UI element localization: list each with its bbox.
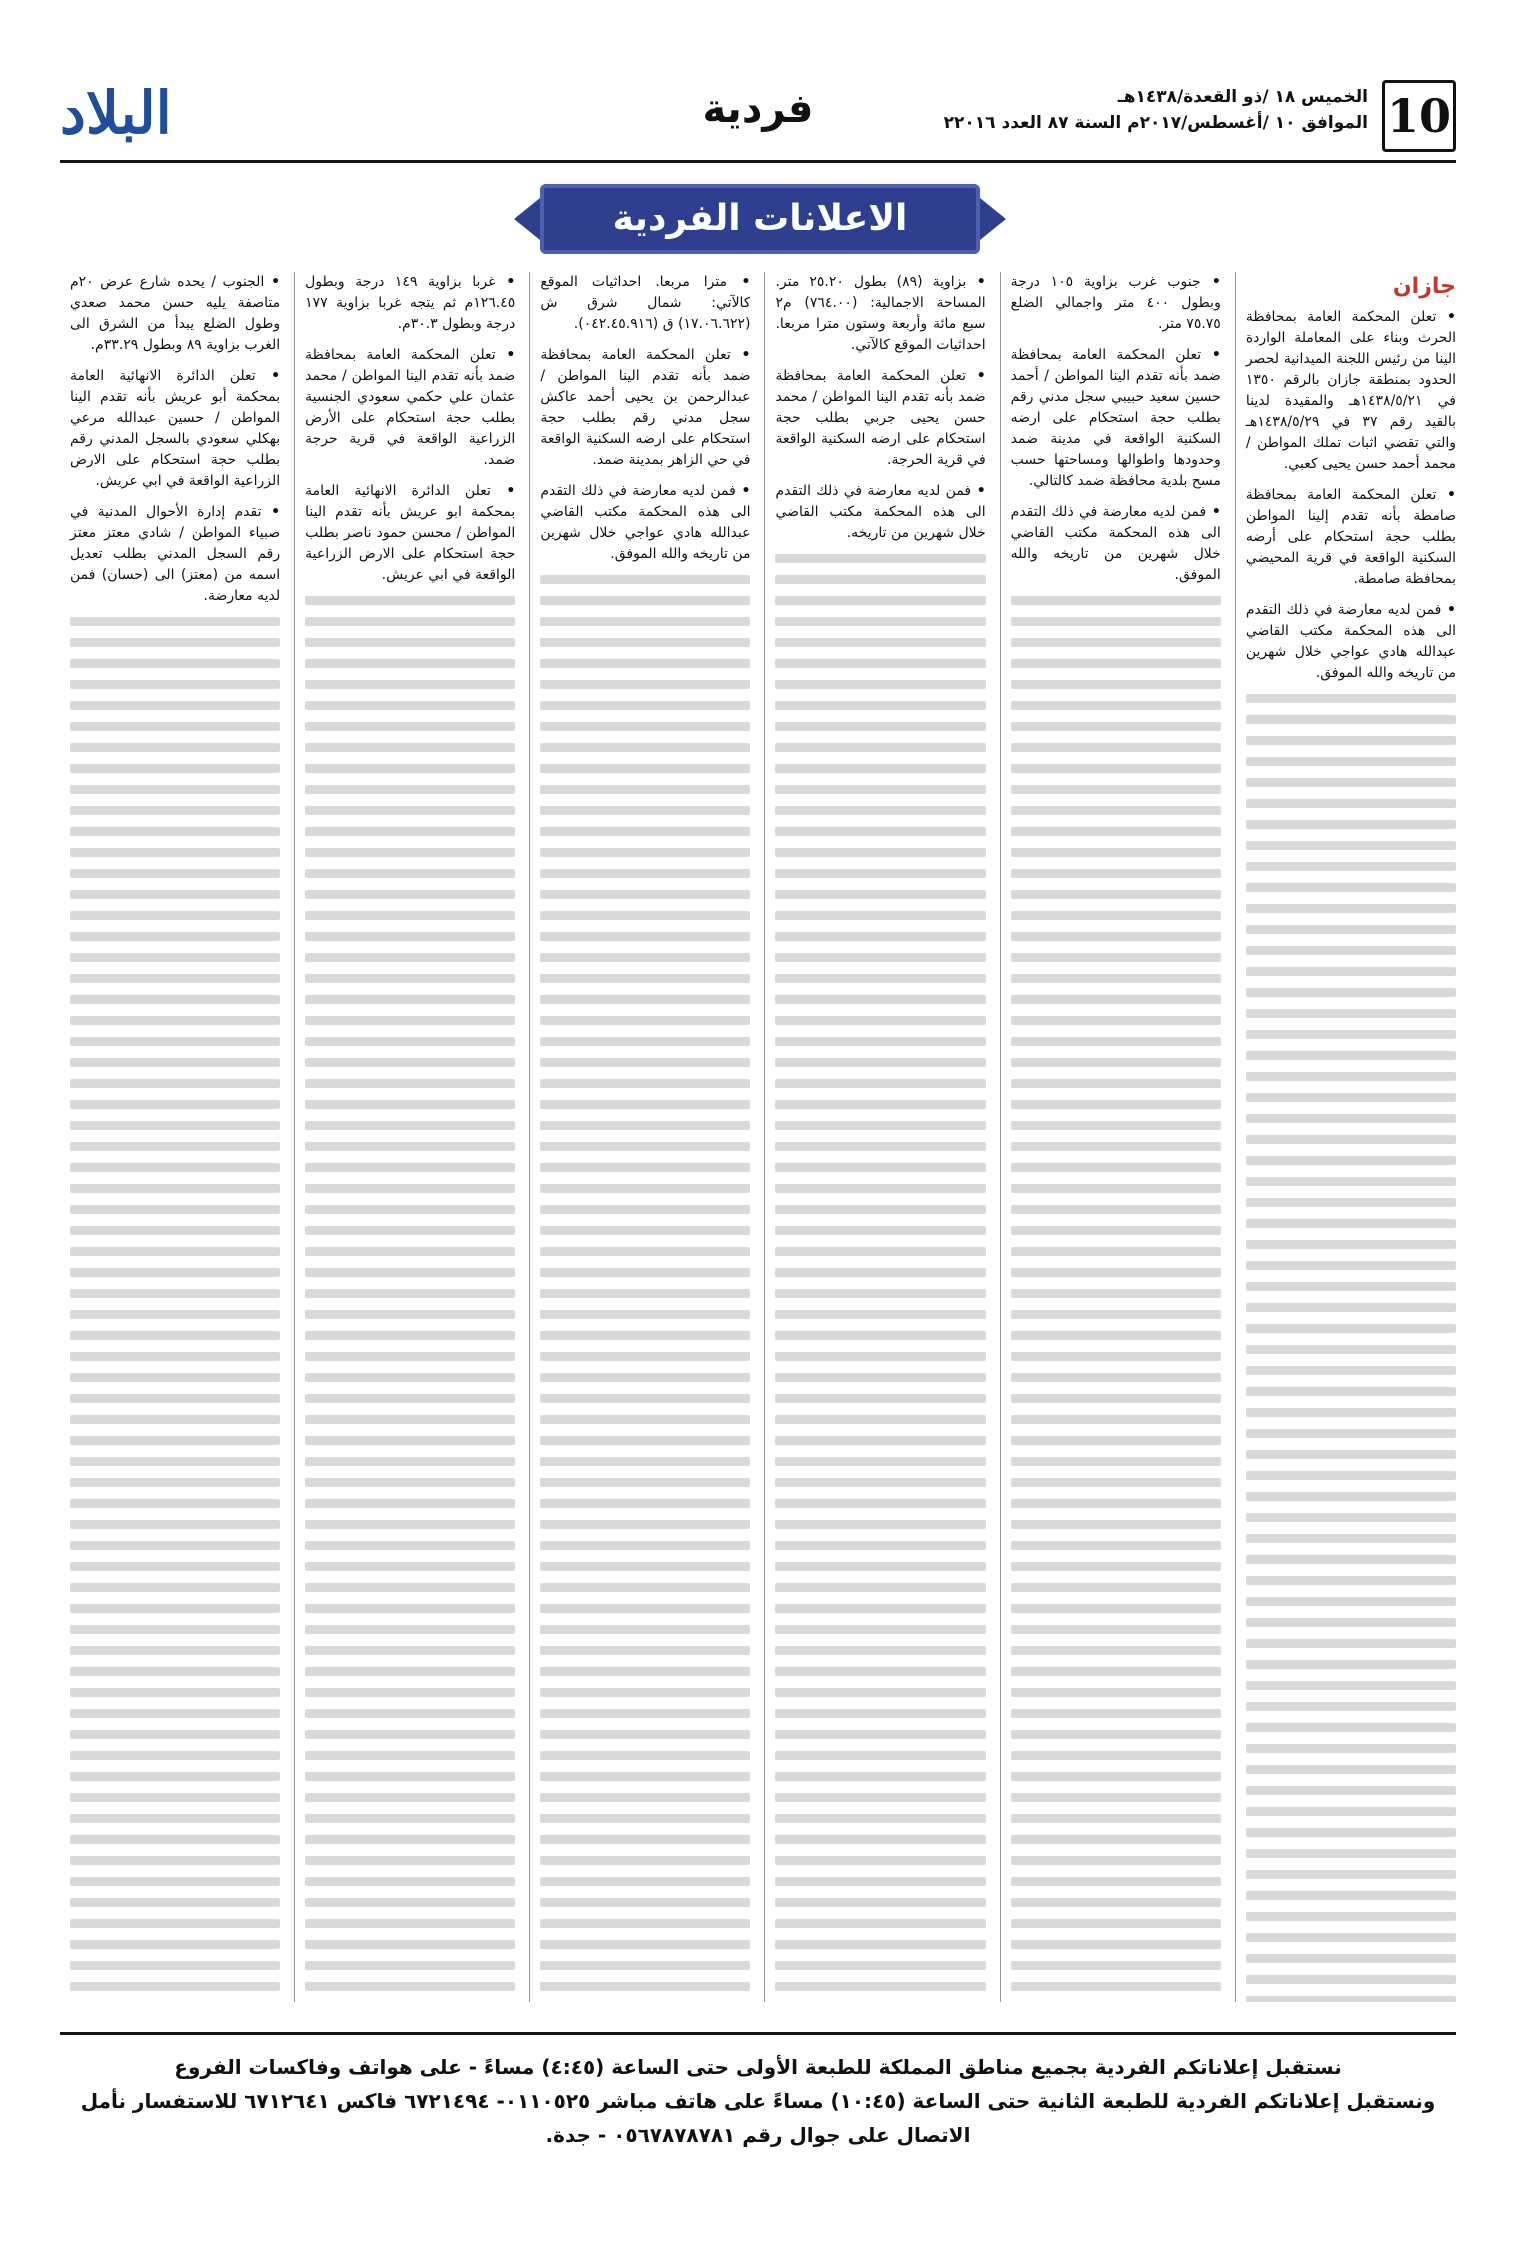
masthead	[60, 78, 1456, 158]
ad-item: • تعلن المحكمة العامة بمحافظة الحرث وبناء على المعاملة الواردة الينا من رئيس اللجنة الميدانية لحصر الحدود بمنطقة جازان بالرقم ١٣٥٠ في ١٤٣٨/٥/٢١هـ والمقيدة لدينا بالقيد رقم ٣٧ في ١٤٣٨/٥/٢٩هـ والتي تقضي اثبات تملك المواطن / محمد أحمد حسن يحيى كعبي.	[1246, 307, 1456, 475]
ad-item: • فمن لديه معارضة في ذلك التقدم الى هذه المحكمة مكتب القاضي خلال شهرين من تاريخه.	[775, 481, 985, 544]
column-6	[60, 272, 280, 2002]
ad-item: • فمن لديه معارضة في ذلك التقدم الى هذه المحكمة مكتب القاضي عبدالله هادي عواجي خلال شهرين من تاريخه والله الموفق.	[1246, 600, 1456, 684]
ad-item: • غربا بزاوية ١٤٩ درجة وبطول ١٢٦.٤٥م ثم يتجه غربا بزاوية ١٧٧ درجة وبطول ٣٠.٣م.	[305, 272, 515, 335]
page-number: 10	[1382, 80, 1456, 152]
ad-item: • تعلن المحكمة العامة بمحافظة ضمد بأنه تقدم الينا المواطن / عبدالرحمن بن يحيى أحمد عاكش سجل مدني رقم بطلب حجة استحكام على ارضه السكنية الواقعة في حي الزاهر بمدينة ضمد.	[540, 345, 750, 471]
ad-item: • الجنوب / يحده شارع عرض ٢٠م متاصفة يليه حسن محمد صعدي وطول الضلع يبدأ من الشرق الى الغرب بزاوية ٨٩ وبطول ٣٣.٢٩م.	[70, 272, 280, 356]
column-2	[1000, 272, 1221, 2002]
continued-text	[305, 596, 515, 2002]
ad-item: • تعلن الدائرة الانهائية العامة بمحكمة أبو عريش بأنه تقدم الينا المواطن / حسين عبدالله مرعي بهكلي سعودي بالسجل المدني رقم بطلب حجة استحكام على الارض الزراعية الواقعة في ابي عريش.	[70, 366, 280, 492]
ad-item: • مترا مربعا. احداثيات الموقع كالآتي: شمال شرق ش (١٧.٠٦.٦٢٢) ق (٠٤٢.٤٥.٩١٦).	[540, 272, 750, 335]
ad-item: • تعلن الدائرة الانهائية العامة بمحكمة ابو عريش بأنه تقدم الينا المواطن / محسن حمود ناصر بطلب حجة استحكام على الارض الزراعية الواقعة في ابي عريش.	[305, 481, 515, 586]
issue-details: الموافق ١٠ /أغسطس/٢٠١٧م السنة ٨٧ العدد ٢٢٠١٦	[943, 113, 1368, 133]
ad-item: • فمن لديه معارضة في ذلك التقدم الى هذه المحكمة مكتب القاضي خلال شهرين من تاريخه والله الموفق.	[1011, 502, 1221, 586]
ad-columns	[60, 272, 1456, 2002]
ad-item: • تعلن المحكمة العامة بمحافظة ضمد بأنه تقدم الينا المواطن / محمد حسن يحيى جربي بطلب حجة استحكام على ارضه السكنية الواقعة في قرية الحرجة.	[775, 366, 985, 471]
footer-notice	[60, 2050, 1456, 2152]
continued-text	[1246, 694, 1456, 2002]
column-3	[764, 272, 985, 2002]
column-4	[529, 272, 750, 2002]
classifieds-banner: الاعلانات الفردية	[540, 184, 980, 254]
section-title: فردية	[702, 86, 814, 132]
ad-item: • تعلن المحكمة العامة بمحافظة ضمد بأنه تقدم الينا المواطن / أحمد حسين سعيد حبيبي سجل مدني رقم بطلب حجة استحكام على ارضه السكنية الواقعة في مدينة ضمد وحدودها واطوالها ومساحتها حسب مسح بلدية محافظة ضمد كالتالي.	[1011, 345, 1221, 492]
footer-line-2: ونستقبل إعلاناتكم الفردية للطبعة الثانية حتى الساعة (١٠:٤٥) مساءً على هاتف مباشر ٠١١٠٥٢٥- ٦٧٢١٤٩٤ فاكس ٦٧١٢٦٤١ للاستفسار نأمل الاتصال على جوال رقم ٠٥٦٧٨٧٨٧٨١ - جدة.	[80, 2089, 1436, 2147]
footer-line-1: نستقبل إعلاناتكم الفردية بجميع مناطق المملكة للطبعة الأولى حتى الساعة (٤:٤٥) مساءً - على هواتف وفاكسات الفروع	[174, 2055, 1342, 2079]
continued-text	[540, 575, 750, 2002]
ad-item: • جنوب غرب بزاوية ١٠٥ درجة وبطول ٤٠٠ متر واجمالي الضلع ٧٥.٧٥ متر.	[1011, 272, 1221, 335]
column-1	[1235, 272, 1456, 2002]
ad-item: • تعلن المحكمة العامة بمحافظة ضمد بأنه تقدم الينا المواطن / محمد عثمان علي حكمي سعودي الجنسية بطلب حجة استحكام على الأرض الزراعية الواقعة في قرية حرجة ضمد.	[305, 345, 515, 471]
column-5	[294, 272, 515, 2002]
ad-item: • تقدم إدارة الأحوال المدنية في صبياء المواطن / شادي معتز معتز رقم السجل المدني بطلب تعديل اسمه من (معتز) الى (حسان) فمن لديه معارضة.	[70, 502, 280, 607]
newspaper-logo: البلاد	[60, 79, 172, 147]
continued-text	[1011, 596, 1221, 2002]
issue-date: الخميس ١٨ /ذو القعدة/١٤٣٨هـ	[1117, 87, 1368, 107]
ad-item: • فمن لديه معارضة في ذلك التقدم الى هذه المحكمة مكتب القاضي عبدالله هادي عواجي خلال شهرين من تاريخه والله الموفق.	[540, 481, 750, 565]
header-divider	[60, 160, 1456, 163]
ad-item: • بزاوية (٨٩) بطول ٢٥.٢٠ متر. المساحة الاجمالية: (٧٦٤.٠٠) م٢ سبع مائة وأربعة وستون مترا مربعا. احداثيات الموقع كالآتي.	[775, 272, 985, 356]
continued-text	[70, 617, 280, 2002]
continued-text	[775, 554, 985, 2002]
ad-item: • تعلن المحكمة العامة بمحافظة صامطة بأنه تقدم إلينا المواطن بطلب حجة استحكام على أرضه السكنية الواقعة في قرية المحيضي بمحافظة صامطة.	[1246, 485, 1456, 590]
region-heading: جازان	[1392, 274, 1456, 299]
footer-divider	[60, 2032, 1456, 2035]
